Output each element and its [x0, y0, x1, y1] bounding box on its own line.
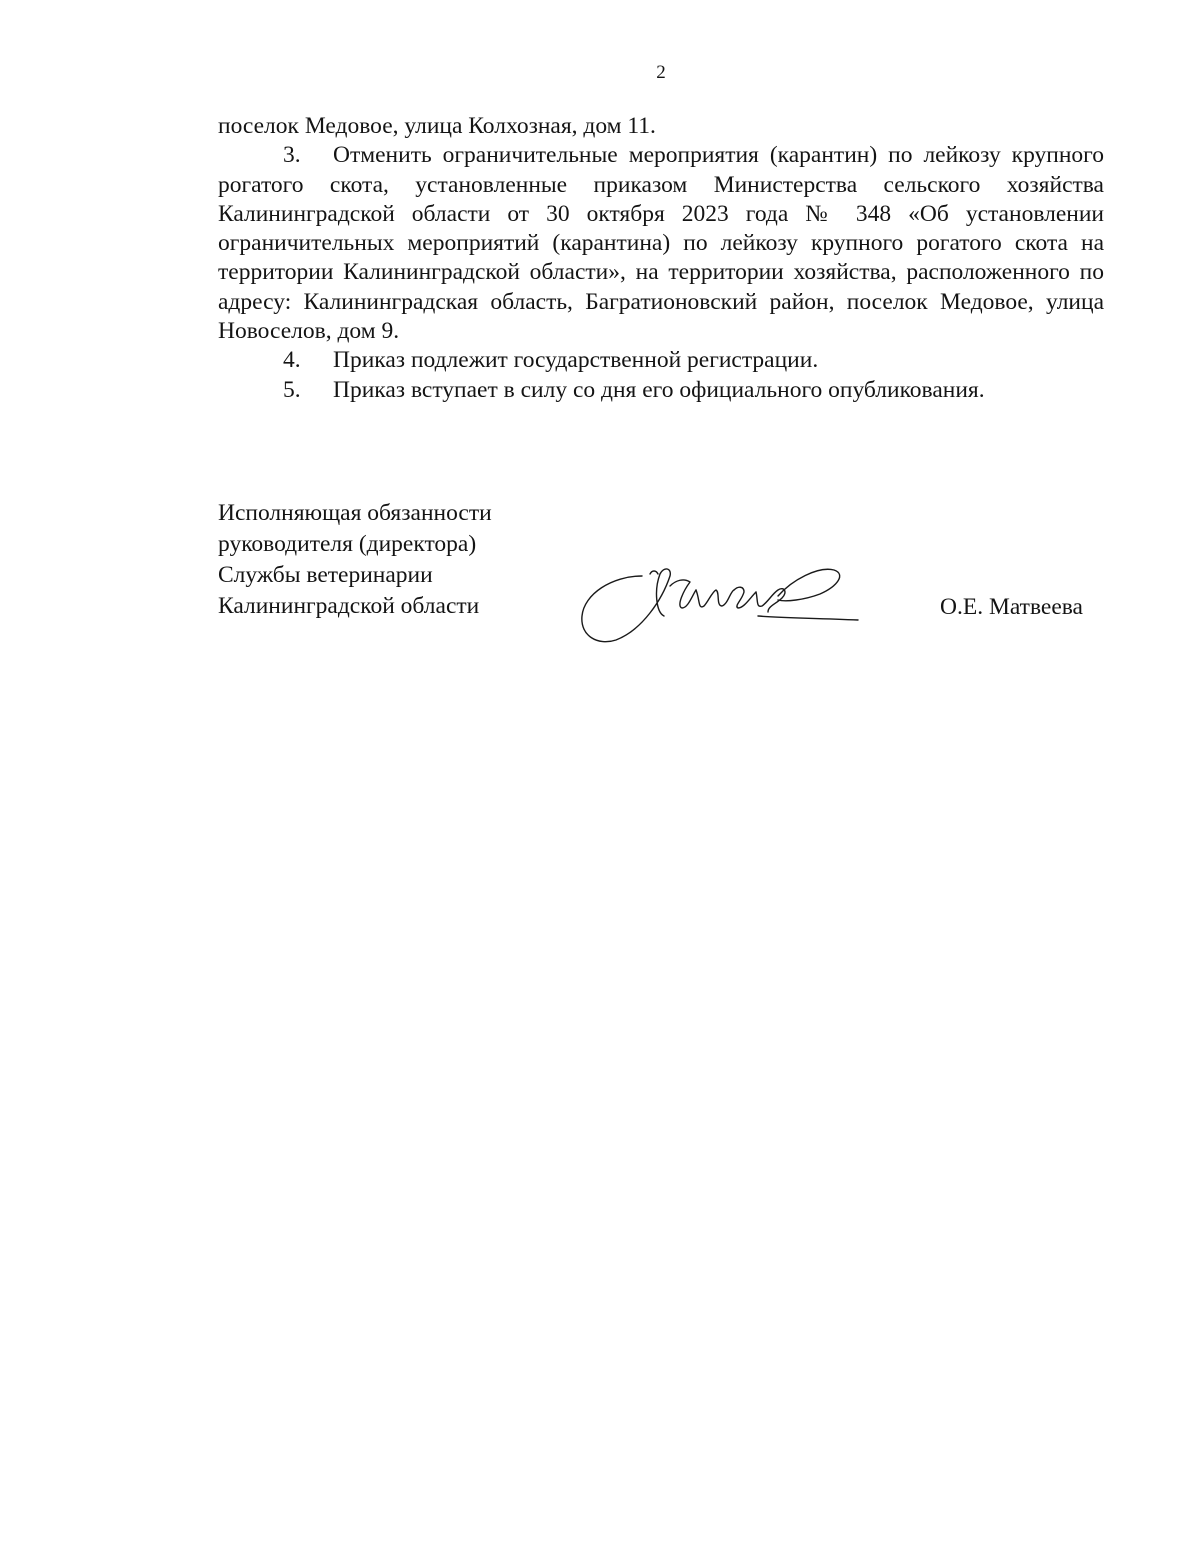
signatory-title-line: Исполняющая обязанности	[218, 500, 492, 526]
signatory-title-line: руководителя (директора)	[218, 531, 477, 557]
page-number: 2	[656, 62, 666, 83]
item-4	[218, 346, 1104, 375]
item-3-text: Отменить ограничительные мероприятия (карантин) по лейкозу крупного рогатого скота, установленные приказом Министерства сельского хозяйства Калининградской области от 30 октября 2023 года № 348 «Об установлении ограничительных мероприятий (карантина) по лейкозу крупного рогатого скота на территории Калининградской области», на территории хозяйства, расположенного по адресу: Калининградская область, Багратионовский район, поселок Медовое, улица Новоселов, дом 9.	[218, 142, 1104, 345]
item-5-text: Приказ вступает в силу со дня его официального опубликования.	[333, 376, 985, 403]
signatory-title-line: Калининградской области	[218, 593, 480, 619]
item-4-text: Приказ подлежит государственной регистрации.	[333, 347, 819, 374]
item-5	[218, 376, 1104, 405]
signatory-title	[218, 498, 492, 622]
item-3	[218, 141, 1104, 346]
item-5-number: 5.	[283, 376, 301, 403]
signatory-title-line: Службы ветеринарии	[218, 562, 433, 588]
handwritten-signature	[572, 556, 862, 652]
continuation-line: поселок Медовое, улица Колхозная, дом 11.	[218, 113, 656, 139]
item-3-number: 3.	[283, 142, 301, 169]
item-4-number: 4.	[283, 347, 301, 374]
document-body	[218, 112, 1104, 405]
signatory-name: О.Е. Матвеева	[940, 594, 1083, 620]
